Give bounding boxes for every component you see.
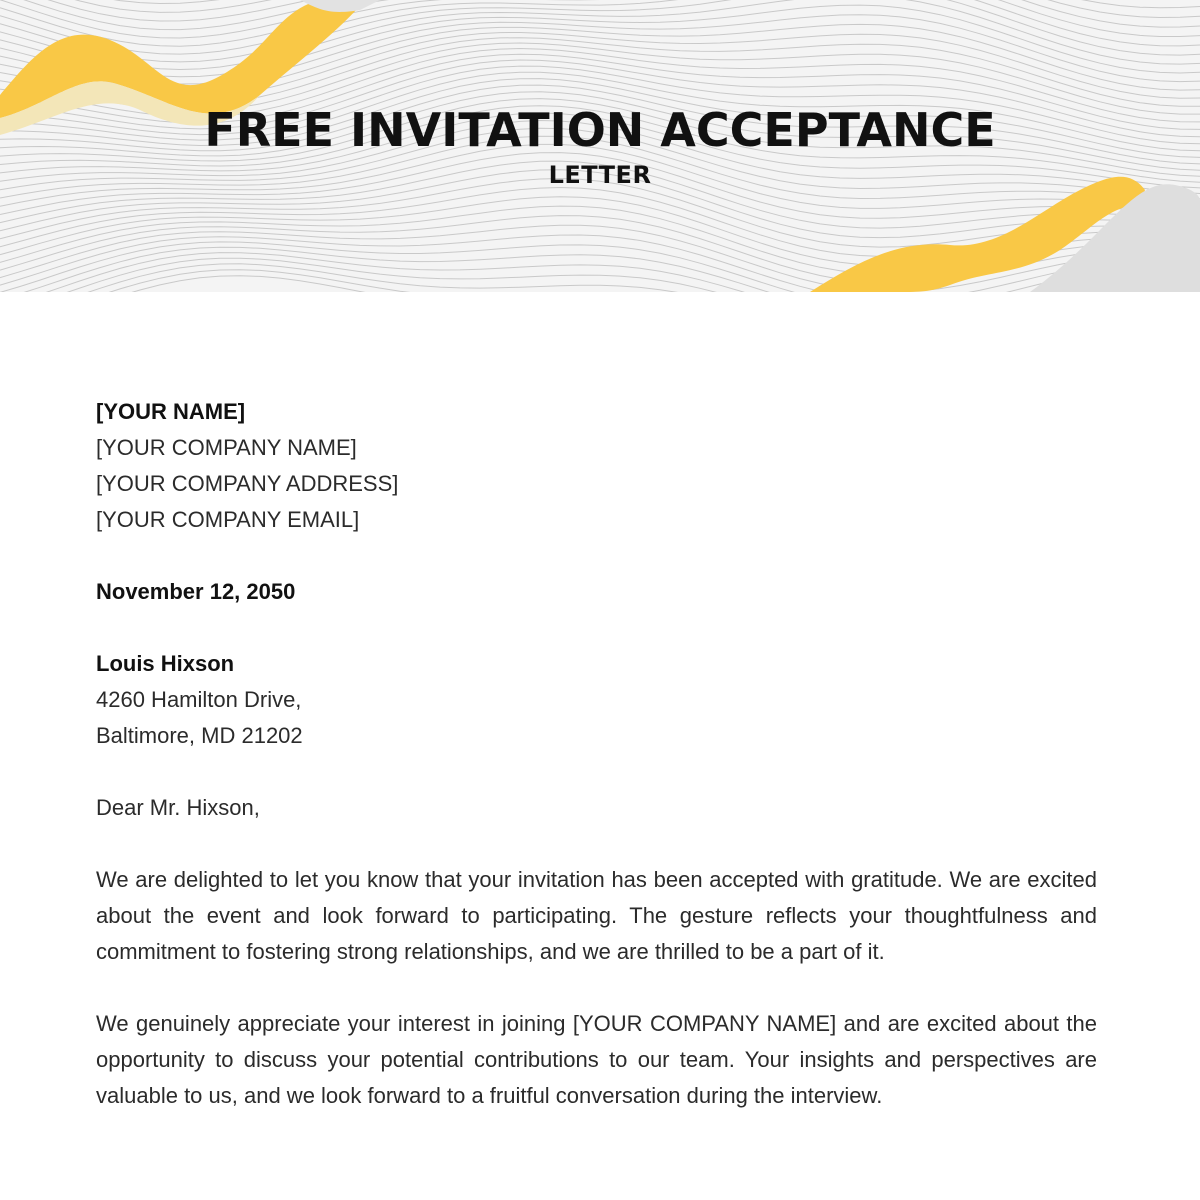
date-block: [96, 574, 1097, 610]
sender-company: [YOUR COMPANY NAME]: [96, 435, 357, 460]
sender-email: [YOUR COMPANY EMAIL]: [96, 507, 360, 532]
body-paragraph-1: We are delighted to let you know that your invitation has been accepted with gratitude. We are excited about the event and look forward to participating. The gesture reflects your thoughtfulness and commitment to fostering strong relationships, and we are thrilled to be a part of it.: [96, 867, 1097, 964]
sender-name: [YOUR NAME]: [96, 399, 246, 424]
recipient-street: 4260 Hamilton Drive,: [96, 687, 302, 712]
letter-body: [96, 394, 1097, 1150]
body-paragraph-2: We genuinely appreciate your interest in joining [YOUR COMPANY NAME] and are excited about the opportunity to discuss your potential contributions to our team. Your insights and perspectives are valuable to us, and we look forward to a fruitful conversation during the interview.: [96, 1011, 1097, 1108]
sender-block: [96, 394, 1097, 538]
salutation: Dear Mr. Hixson,: [96, 795, 260, 820]
title-block: [0, 100, 1200, 190]
recipient-name: Louis Hixson: [96, 651, 235, 676]
wave-line: [0, 0, 1200, 4]
sender-address: [YOUR COMPANY ADDRESS]: [96, 471, 399, 496]
recipient-city: Baltimore, MD 21202: [96, 723, 303, 748]
wave-line: [0, 276, 1200, 292]
wave-line: [0, 264, 1200, 292]
recipient-block: [96, 646, 1097, 754]
letter-date: November 12, 2050: [96, 579, 296, 604]
document-subtitle: LETTER: [548, 161, 652, 189]
document-title: FREE INVITATION ACCEPTANCE: [204, 103, 996, 157]
wave-line: [0, 24, 1200, 91]
salutation-block: [96, 790, 1097, 826]
letter-header: [0, 0, 1200, 292]
